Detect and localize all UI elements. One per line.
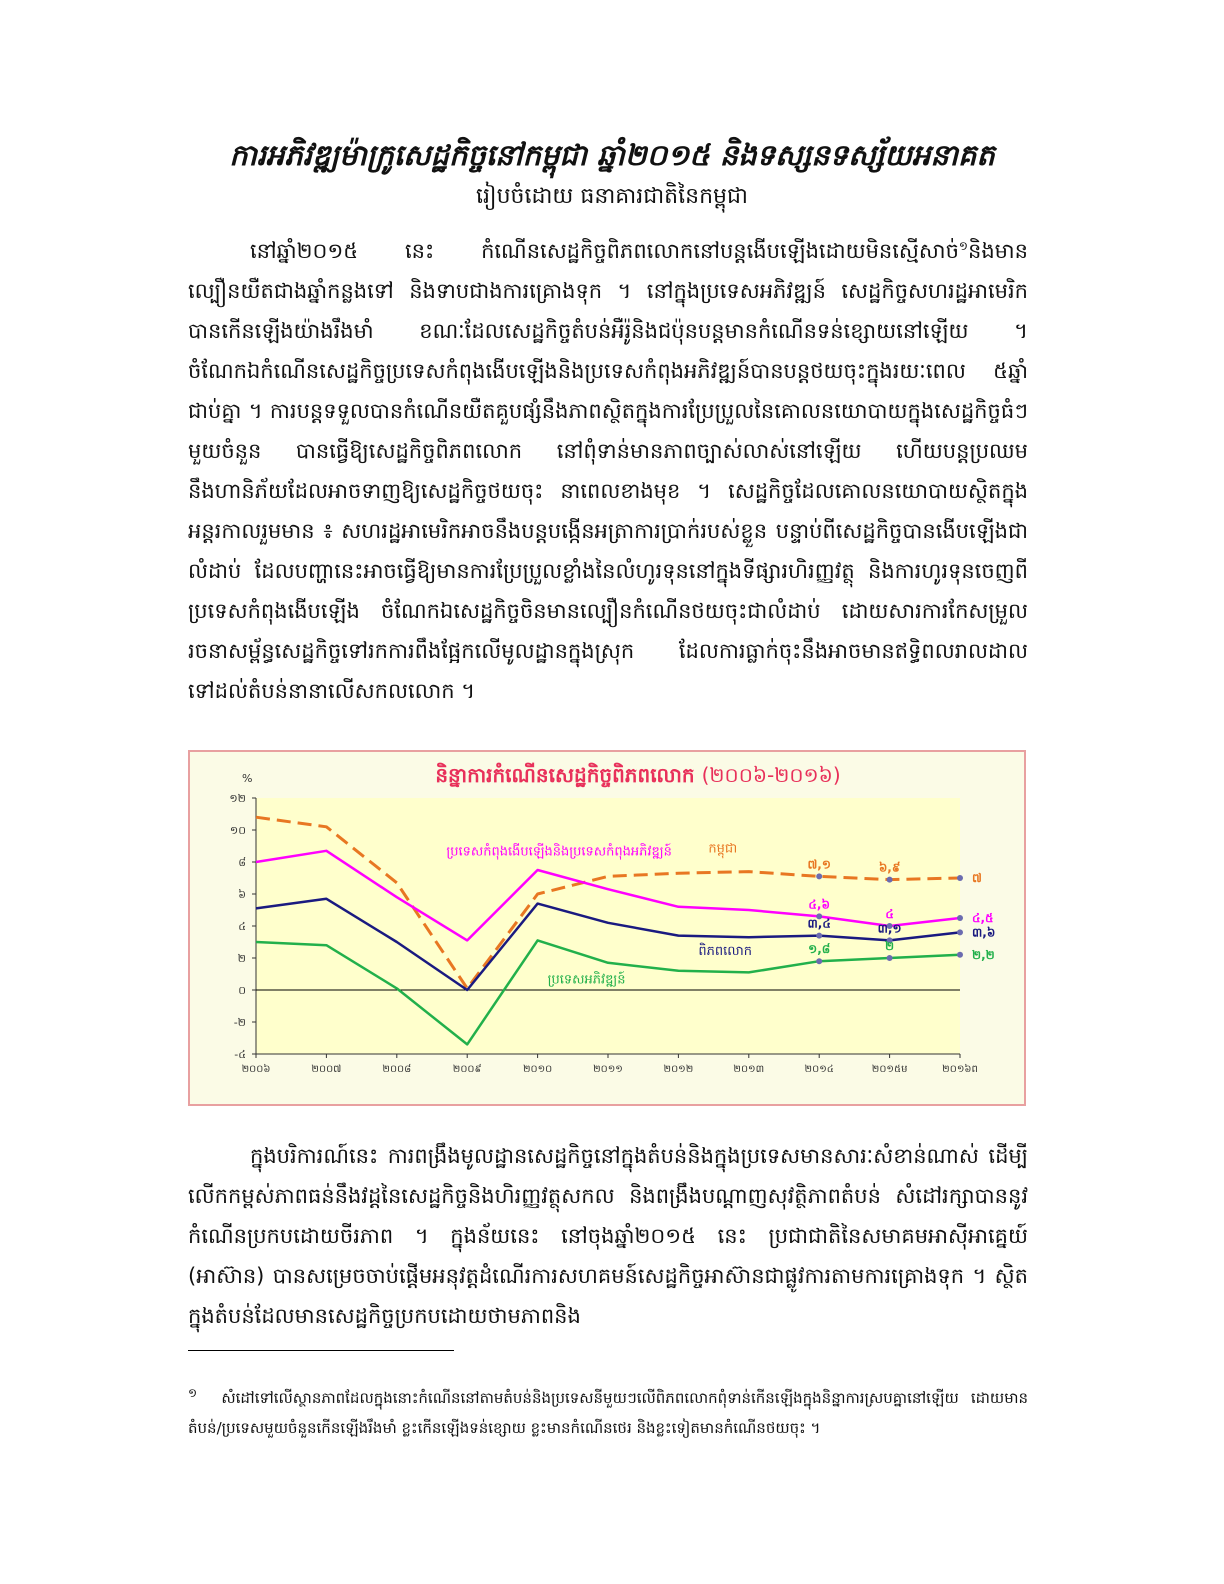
x-tick-label: ២០០៦	[241, 1064, 271, 1075]
document-title: ការអភិវឌ្ឍម៉ាក្រូសេដ្ឋកិច្ចនៅកម្ពុជា ឆ្នាំ២០១៥ និងទស្សនទស្ស័យអនាគត	[229, 138, 995, 172]
x-tick-label: ២០១៦ព	[942, 1064, 978, 1075]
data-label: ៧	[972, 871, 982, 885]
x-tick-label: ២០១៥ម	[871, 1064, 908, 1075]
y-tick-label: ៨	[238, 856, 246, 869]
x-tick-label: ២០១០	[522, 1064, 553, 1075]
x-tick-label: ២០០៧	[311, 1064, 342, 1075]
series-point	[957, 929, 963, 935]
chart-title-years: (២០០៦-២០១៦)	[701, 763, 841, 787]
y-tick-label: ០	[238, 984, 246, 997]
series-point	[887, 955, 893, 961]
x-tick-label: ២០១២	[663, 1064, 694, 1075]
y-tick-label: ៦	[238, 888, 246, 901]
x-tick-label: ២០១៣	[733, 1064, 765, 1075]
footnote-text: សំដៅទៅលើស្ថានភាពដែលក្នុងនោះកំណើននៅតាមតំបន់និងប្រទេសនីមួយៗលើពិភពលោកពុំទាន់កើនឡើងក្នុងនិន្នាការស្របគ្នានៅឡើយ ដោយមានតំបន់/ប្រទេសមួយចំនួនកើនឡើងរឹងមាំ ខ្លះកើនឡើងទន់ខ្សោយ ខ្លះមានកំណើនថេរ និងខ្លះទៀតមានកំណើនថយចុះ ។	[188, 1389, 1028, 1437]
data-label: ៣,៦	[972, 925, 996, 940]
growth-chart-svg	[190, 752, 1024, 1104]
chart-title: និន្នាការកំណើនសេដ្ឋកិច្ចពិភពលោក (២០០៦-២០១៦)	[435, 763, 841, 787]
data-label: ៤	[885, 907, 894, 921]
paragraph-1	[188, 226, 1028, 711]
data-label: ២,២	[972, 947, 995, 962]
paragraph-1-rest: និងមានល្បឿនយឺតជាងឆ្នាំកន្លងទៅ និងទាបជាងការគ្រោងទុក ។ នៅក្នុងប្រទេសអភិវឌ្ឍន៍ សេដ្ឋកិច្ចសហរដ្ឋអាមេរិកបានកើនឡើងយ៉ាងរឹងមាំ ខណៈដែលសេដ្ឋកិច្ចតំបន់អឺរ៉ូនិងជប៉ុនបន្តមានកំណើនទន់ខ្សោយនៅឡើយ ។ ចំណែកឯកំណើនសេដ្ឋកិច្ចប្រទេសកំពុងងើបឡើងនិងប្រទេសកំពុងអភិវឌ្ឍន៍បានបន្តថយចុះក្នុងរយៈពេល ៥ឆ្នាំ ជាប់គ្នា ។ ការបន្តទទួលបានកំណើនយឺតគួបផ្សំនឹងភាពស្ថិតក្នុងការប្រែប្រួលនៃគោលនយោបាយក្នុងសេដ្ឋកិច្ចធំៗមួយចំនួន បានធ្វើឱ្យសេដ្ឋកិច្ចពិភពលោក នៅពុំទាន់មានភាពច្បាស់លាស់នៅឡើយ ហើយបន្តប្រឈមនឹងហានិភ័យដែលអាចទាញឱ្យសេដ្ឋកិច្ចថយចុះ នាពេលខាងមុខ ។ សេដ្ឋកិច្ចដែលគោលនយោបាយស្ថិតក្នុងអន្តរកាលរួមមាន ៖ សហរដ្ឋអាមេរិកអាចនឹងបន្តបង្កើនអត្រាការប្រាក់របស់ខ្លួន បន្ទាប់ពីសេដ្ឋកិច្ចបានងើបឡើងជាលំដាប់ ដែលបញ្ហានេះអាចធ្វើឱ្យមានការប្រែប្រួលខ្លាំងនៃលំហូរទុននៅក្នុងទីផ្សារហិរញ្ញវត្ថុ និងការហូរទុនចេញពីប្រទេសកំពុងងើបឡើង ចំណែកឯសេដ្ឋកិច្ចចិនមានល្បឿនកំណើនថយចុះជាលំដាប់ ដោយសារការកែសម្រួលរចនាសម្ព័ន្ធសេដ្ឋកិច្ចទៅរកការពឹងផ្អែកលើមូលដ្ឋានក្នុងស្រុក ដែលការធ្លាក់ចុះនឹងអាចមានឥទ្ធិពលរាលដាលទៅដល់តំបន់នានាលើសកលលោក ។	[188, 239, 1028, 703]
y-tick-label: ១២	[229, 792, 246, 805]
growth-chart	[188, 750, 1026, 1106]
series-point	[957, 875, 963, 881]
paragraph-2-text: ក្នុងបរិការណ៍នេះ ការពង្រឹងមូលដ្ឋានសេដ្ឋកិច្ចនៅក្នុងតំបន់និងក្នុងប្រទេសមានសារៈសំខាន់ណាស់ ដើម្បីលើកកម្ពស់ភាពធន់នឹងវដ្តនៃសេដ្ឋកិច្ចនិងហិរញ្ញវត្ថុសកល និងពង្រឹងបណ្ដាញសុវត្ថិភាពតំបន់ សំដៅរក្សាបាននូវកំណើនប្រកបដោយចីរភាព ។ ក្នុងន័យនេះ នៅចុងឆ្នាំ២០១៥ នេះ ប្រជាជាតិនៃសមាគមអាស៊ីអាគ្នេយ៍ (អាស៊ាន) បានសម្រេចចាប់ផ្តើមអនុវត្តដំណើរការសហគមន៍សេដ្ឋកិច្ចអាស៊ានជាផ្លូវការតាមការគ្រោងទុក ។ ស្ថិតក្នុងតំបន់ដែលមានសេដ្ឋកិច្ចប្រកបដោយថាមភាពនិង	[188, 1144, 1028, 1328]
x-tick-label: ២០១៤	[804, 1064, 834, 1075]
data-label: ៤,៥	[972, 911, 994, 925]
x-tick-label: ២០១១	[593, 1064, 623, 1075]
document-subtitle: រៀបចំដោយ ធនាគារជាតិនៃកម្ពុជា	[476, 184, 748, 209]
x-tick-label: ២០០៨	[382, 1064, 412, 1075]
data-label: ៧,១	[807, 857, 831, 872]
x-tick-label: ២០០៩	[452, 1064, 482, 1075]
data-label: ៣,១	[877, 921, 902, 936]
y-tick-label: -៤	[234, 1048, 246, 1061]
y-tick-label: -២	[233, 1016, 246, 1029]
data-label: ២	[885, 939, 895, 953]
plot-area	[256, 798, 960, 1054]
series-point	[816, 873, 822, 879]
series-point	[816, 958, 822, 964]
footnote-mark: ១	[188, 1386, 198, 1400]
series-point	[816, 933, 822, 939]
series-name-label: ប្រទេសកំពុងងើបឡើងនិងប្រទេសកំពុងអភិវឌ្ឍន៍	[446, 844, 672, 860]
series-point	[887, 877, 893, 883]
y-tick-label: ៤	[238, 920, 246, 933]
footnote	[188, 1378, 1028, 1443]
footnote-ref: ១	[958, 239, 968, 253]
data-label: ១,៨	[808, 942, 831, 957]
y-tick-label: ១០	[229, 824, 246, 837]
data-label: ៣,៤	[807, 916, 831, 931]
footnote-rule	[188, 1350, 454, 1351]
data-label: ៤,៦	[808, 897, 830, 912]
data-label: ៦,៩	[878, 860, 901, 875]
y-axis-label: %	[242, 772, 253, 785]
paragraph-2	[188, 1136, 1028, 1336]
series-name-label: ពិភពលោក	[698, 943, 753, 959]
series-point	[957, 915, 963, 921]
paragraph-1-text: នៅឆ្នាំ២០១៥ នេះ កំណើនសេដ្ឋកិច្ចពិភពលោកនៅបន្តងើបឡើងដោយមិនស្មើសាច់	[250, 239, 959, 263]
y-tick-label: ២	[237, 952, 246, 965]
series-name-label: ប្រទេសអភិវឌ្ឍន៍	[547, 972, 626, 988]
series-name-label: កម្ពុជា	[708, 841, 738, 857]
series-point	[957, 952, 963, 958]
